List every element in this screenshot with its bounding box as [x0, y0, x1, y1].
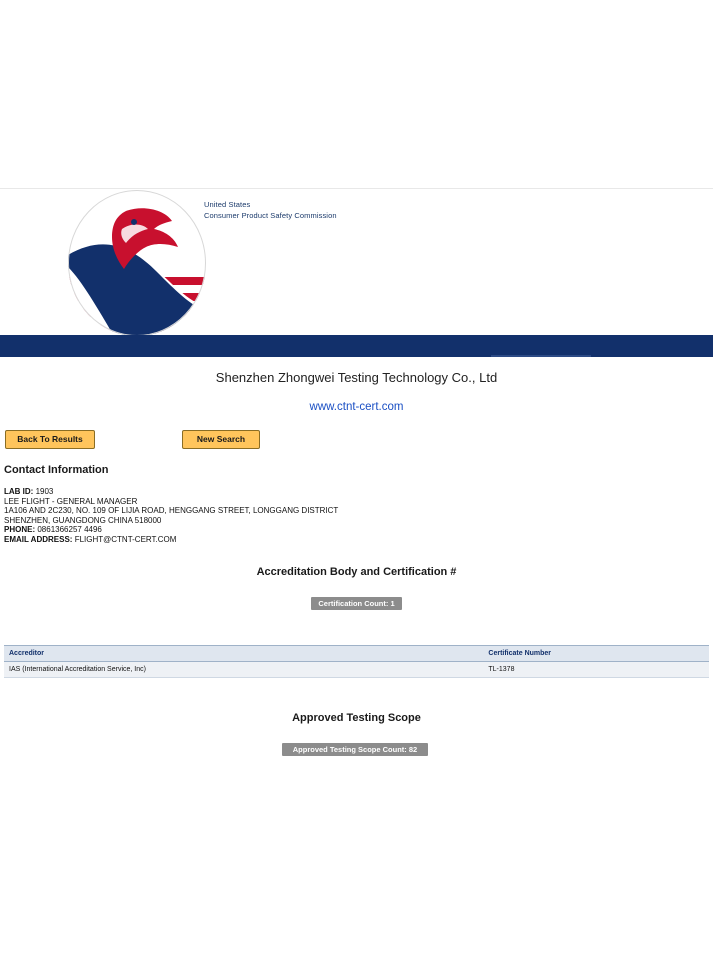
email-label: EMAIL ADDRESS:: [4, 534, 73, 544]
column-header-certificate-number: Certificate Number: [483, 646, 709, 662]
address-line-1: 1A106 AND 2C230, NO. 109 OF LIJIA ROAD, HENGGANG STREET, LONGGANG DISTRICT: [4, 506, 339, 516]
certification-count-badge: [311, 597, 402, 610]
site-header: [0, 188, 713, 336]
certification-count-label: Certification Count:: [318, 599, 389, 608]
back-to-results-button[interactable]: Back To Results: [5, 430, 95, 449]
cell-certificate-number: TL-1378: [483, 662, 709, 678]
cell-accreditor: IAS (International Accreditation Service, Inc): [4, 662, 483, 678]
cpsc-seal-icon: [68, 189, 206, 336]
agency-line-1: United States: [204, 200, 251, 209]
navy-bar-accent: [491, 355, 591, 357]
contact-person: LEE FLIGHT - GENERAL MANAGER: [4, 496, 138, 506]
accreditation-heading: Accreditation Body and Certification #: [256, 566, 457, 578]
lab-id-label: LAB ID:: [4, 487, 34, 496]
email-value: FLIGHT@CTNT-CERT.COM: [74, 534, 177, 544]
agency-line-2: Consumer Product Safety Commission: [204, 211, 337, 220]
approved-testing-scope-count-badge: [282, 743, 428, 756]
phone-value: 0861366257 4496: [37, 525, 102, 535]
phone-row: [4, 525, 338, 535]
lab-id-value: 1903: [35, 487, 54, 496]
lab-website-link[interactable]: www.ctnt-cert.com: [309, 401, 404, 413]
approved-testing-scope-heading: Approved Testing Scope: [292, 712, 421, 724]
lab-id-row: [4, 487, 338, 497]
scope-count-value: 82: [408, 745, 418, 754]
table-header-row: [4, 646, 709, 662]
address-line-2: SHENZHEN, GUANGDONG CHINA 518000: [4, 515, 162, 525]
navy-divider-bar: [0, 335, 713, 357]
agency-name: [204, 200, 337, 221]
page-title: Shenzhen Zhongwei Testing Technology Co., Ltd: [215, 370, 498, 385]
certification-count-value: 1: [390, 599, 395, 608]
column-header-accreditor: Accreditor: [4, 646, 483, 662]
scope-count-label: Approved Testing Scope Count:: [292, 745, 407, 754]
contact-details: [4, 487, 338, 545]
table-row: [4, 662, 709, 678]
phone-label: PHONE:: [4, 525, 36, 535]
accreditation-table: [4, 645, 709, 678]
contact-information-heading: Contact Information: [4, 464, 109, 476]
new-search-button[interactable]: New Search: [182, 430, 260, 449]
email-row: [4, 535, 338, 545]
